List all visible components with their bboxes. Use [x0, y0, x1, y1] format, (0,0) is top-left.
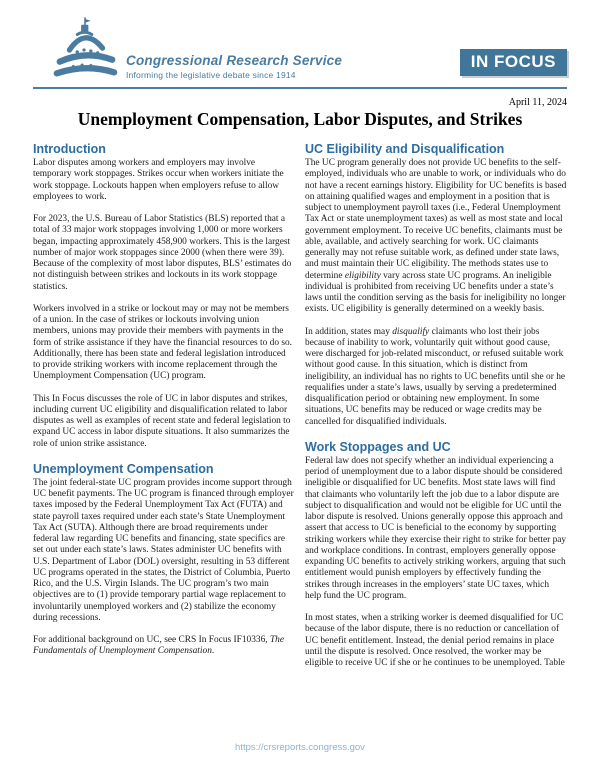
- publisher-name: Congressional Research Service: [126, 53, 343, 68]
- paragraph: [33, 394, 295, 450]
- right-column: [305, 142, 567, 669]
- capitol-dome-icon: [48, 16, 122, 84]
- paragraph: [305, 327, 567, 428]
- text-run: The Fundamentals of Unemployment Compensation: [33, 635, 285, 657]
- paragraph: [305, 456, 567, 602]
- text-run: This In Focus discusses the role of UC in labor disputes and strikes, including current UC eligibility and disqualification related to labor disputes as well as examples of recent state and federal legislation to expand UC access in labor dispute situations. It also summarizes the role of union strike assistance.: [33, 393, 291, 449]
- paragraph: [33, 478, 295, 624]
- text-run: eligibility: [344, 270, 381, 281]
- left-column: [33, 142, 295, 669]
- section-heading: Introduction: [33, 142, 106, 156]
- text-run: In addition, states may: [305, 326, 393, 337]
- text-run: .: [211, 646, 215, 657]
- section-heading: Work Stoppages and UC: [305, 439, 451, 454]
- text-run: Workers involved in a strike or lockout may or may not be members of a union. In the case of strikes or lockouts involving union members, unions may provide their members with payments in the form of strike assistance if they have the financial resources to do so. Additionally, there has been state and federal legislation introduced to provide striking workers with income replacement through the Unemployment Compensation (UC) program.: [33, 303, 293, 382]
- section-heading: Unemployment Compensation: [33, 461, 214, 476]
- text-run: For additional background on UC, see CRS In Focus IF10336,: [33, 635, 270, 645]
- text-run: The joint federal-state UC program provides income support through UC benefit payments. The UC program is financed through employer taxes imposed by the Federal Unemployment Tax Act (FUTA) and state payroll taxes required under each state’s State Unemployment Tax Act (SUTA). Although there are broad requirements under federal law regarding UC benefits and financing, state specifics are set out under each state’s laws. States administer UC benefits with U.S. Department of Labor (DOL) oversight, resulting in 53 different UC programs operated in the states, the District of Columbia, Puerto Rico, and the U.S. Virgin Islands. The UC program’s two main objectives are to (1) provide temporary partial wage replacement to involuntarily unemployed workers and (2) stabilize the economy during recessions.: [33, 477, 294, 623]
- paragraph: [33, 214, 295, 293]
- text-run: Federal law does not specify whether an individual experiencing a period of unemployment due to a labor dispute should be considered ineligible or disqualified for UC benefits. Most state laws will find that claimants who voluntarily left the job due to a labor dispute are subject to disqualification and would not be eligible for UC until the labor dispute is resolved. Unions generally oppose this approach and assert that access to UC is beneficial to the economy by supporting striking workers while they exercise their right to strike for better pay and workplace conditions. In contrast, employers generally oppose expanding UC benefits to actively striking workers, arguing that such entitlement would punish employers by effectively funding the strikes through increases in the employers’ state UC taxes, which help fund the UC program.: [305, 455, 567, 601]
- text-run: vary across state UC programs. An ineligible individual is prohibited from receiving UC benefits under a state’s laws until the condition serving as the basis for ineligibility no longer exists. UC eligibility is generally determined on a weekly basis.: [305, 270, 566, 315]
- paragraph: [305, 613, 567, 669]
- paragraph: [33, 635, 295, 658]
- crs-reports-link[interactable]: https://crsreports.congress.gov: [235, 742, 365, 753]
- document-title: Unemployment Compensation, Labor Disputes, and Strikes: [77, 109, 523, 129]
- paragraph: [33, 304, 295, 383]
- text-run: Labor disputes among workers and employers may involve temporary work stoppages. Strikes occur when workers initiate the work stoppage. Lockouts happen when employers refuse to allow employees to work.: [33, 158, 284, 202]
- paragraph: [33, 158, 295, 203]
- section-heading: UC Eligibility and Disqualification: [305, 142, 505, 156]
- header-divider: [33, 87, 567, 89]
- article-body: [33, 142, 567, 669]
- page-footer: [0, 737, 600, 755]
- brand-block: [126, 53, 342, 80]
- text-run: In most states, when a striking worker is deemed disqualified for UC because of the labor dispute, there is no reduction or cancellation of UC benefit entitlement. Instead, the denial period remains in place until the dispute is resolved. Once resolved, the worker may be eligible to receive UC if she or he continues to be unemployed. Table: [305, 613, 565, 668]
- masthead: [48, 14, 567, 86]
- paragraph: [305, 158, 567, 316]
- text-run: claimants who lost their jobs because of inability to work, voluntarily quit without good cause, were discharged for job-related misconduct, or refused suitable work without good cause. In this situation, which is distinct from ineligibility, an individual has no rights to UC benefits until she or he requalifies under a state’s laws, usually by serving a predetermined disqualification period or obtaining new employment. In some situations, UC benefits may be reduced or wage credits may be cancelled for disqualified individuals.: [305, 326, 566, 427]
- in-focus-badge: IN FOCUS: [460, 49, 567, 76]
- text-run: The UC program generally does not provide UC benefits to the self-employed, individuals who are unable to work, or individuals who do not have a recent earnings history. Eligibility for UC benefits is based on attaining qualified wages and employment in a position that is subject to unemployment payroll taxes (i.e., Federal Unemployment Tax Act or state unemployment taxes) as well as most state and local government employment. To receive UC benefits, claimants must be able, available, and actively searching for work. UC claimants generally may not refuse suitable work, as defined under state laws, and must maintain their UC eligibility. The methods states use to determine: [305, 158, 567, 281]
- publication-date: April 11, 2024: [508, 97, 567, 108]
- text-run: For 2023, the U.S. Bureau of Labor Statistics (BLS) reported that a total of 33 major work stoppages involving 1,000 or more workers began, impacting approximately 458,900 workers. This is the largest number of major work stoppages since 2000 (when there were 39). Because of the complexity of most labor disputes, BLS’ estimates do not distinguish between strikes and lockouts in its work stoppage statistics.: [33, 214, 292, 292]
- text-run: disqualify: [392, 326, 430, 337]
- publisher-tagline: Informing the legislative debate since 1914: [126, 70, 296, 80]
